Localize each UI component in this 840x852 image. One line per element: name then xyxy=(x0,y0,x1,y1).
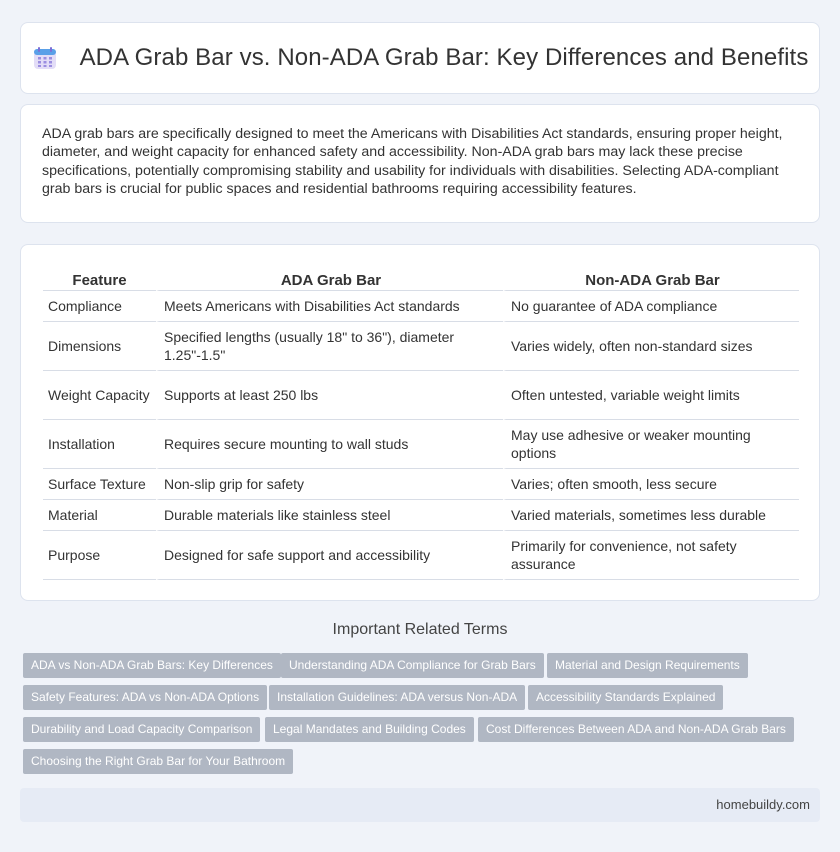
ada-cell: Meets Americans with Disabilities Act standards xyxy=(156,291,503,322)
feature-cell: Dimensions xyxy=(43,322,156,371)
related-terms-heading: Important Related Terms xyxy=(332,621,508,638)
table-row xyxy=(43,500,799,531)
ada-cell: Non-slip grip for safety xyxy=(156,469,503,500)
non-ada-cell: No guarantee of ADA compliance xyxy=(503,291,799,322)
comparison-card xyxy=(20,244,820,601)
related-term-tag[interactable]: Cost Differences Between ADA and Non-ADA Grab Bars xyxy=(478,717,794,742)
feature-cell: Purpose xyxy=(43,531,156,580)
calendar-icon xyxy=(32,45,58,71)
feature-cell: Compliance xyxy=(43,291,156,322)
table-row xyxy=(43,469,799,500)
title-card xyxy=(20,22,820,94)
related-term-tag[interactable]: Durability and Load Capacity Comparison xyxy=(23,717,260,742)
related-term-tag[interactable]: ADA vs Non-ADA Grab Bars: Key Differences xyxy=(23,653,281,678)
non-ada-cell: Varies; often smooth, less secure xyxy=(503,469,799,500)
non-ada-cell: May use adhesive or weaker mounting options xyxy=(503,420,799,469)
ada-cell: Durable materials like stainless steel xyxy=(156,500,503,531)
table-row xyxy=(43,322,799,371)
column-header-non-ada: Non-ADA Grab Bar xyxy=(503,265,799,291)
table-row xyxy=(43,420,799,469)
related-term-tag[interactable]: Understanding ADA Compliance for Grab Bars xyxy=(281,653,544,678)
column-header-ada: ADA Grab Bar xyxy=(156,265,503,291)
table-row xyxy=(43,371,799,420)
related-term-tag[interactable]: Accessibility Standards Explained xyxy=(528,685,723,710)
footer-site-link[interactable]: homebuildy.com xyxy=(716,797,810,812)
non-ada-cell: Varied materials, sometimes less durable xyxy=(503,500,799,531)
related-term-tag[interactable]: Safety Features: ADA vs Non-ADA Options xyxy=(23,685,267,710)
related-term-tag[interactable]: Legal Mandates and Building Codes xyxy=(265,717,474,742)
ada-cell: Designed for safe support and accessibility xyxy=(156,531,503,580)
comparison-table xyxy=(43,265,799,580)
feature-cell: Installation xyxy=(43,420,156,469)
feature-cell: Weight Capacity xyxy=(43,371,156,420)
table-row xyxy=(43,531,799,580)
non-ada-cell: Primarily for convenience, not safety assurance xyxy=(503,531,799,580)
ada-cell: Supports at least 250 lbs xyxy=(156,371,503,420)
page-title: ADA Grab Bar vs. Non-ADA Grab Bar: Key Differences and Benefits xyxy=(79,44,809,71)
feature-cell: Material xyxy=(43,500,156,531)
column-header-feature: Feature xyxy=(43,265,156,291)
table-row xyxy=(43,291,799,322)
ada-cell: Specified lengths (usually 18" to 36"), diameter 1.25"-1.5" xyxy=(156,322,503,371)
intro-card xyxy=(20,104,820,223)
table-header-row xyxy=(43,265,799,291)
non-ada-cell: Often untested, variable weight limits xyxy=(503,371,799,420)
ada-cell: Requires secure mounting to wall studs xyxy=(156,420,503,469)
related-term-tag[interactable]: Choosing the Right Grab Bar for Your Bathroom xyxy=(23,749,293,774)
related-term-tag[interactable]: Installation Guidelines: ADA versus Non-ADA xyxy=(269,685,525,710)
feature-cell: Surface Texture xyxy=(43,469,156,500)
footer xyxy=(20,788,820,822)
intro-paragraph: ADA grab bars are specifically designed to meet the Americans with Disabilities Act standards, ensuring proper height, diameter, and weight capacity for enhanced safety and accessibility. Non-ADA grab bars may lack these precise specifications, potentially compromising stability and usability for individuals with disabilities. Selecting ADA-compliant grab bars is crucial for public spaces and residential bathrooms requiring accessibility features. xyxy=(42,126,783,198)
related-term-tag[interactable]: Material and Design Requirements xyxy=(547,653,748,678)
non-ada-cell: Varies widely, often non-standard sizes xyxy=(503,322,799,371)
